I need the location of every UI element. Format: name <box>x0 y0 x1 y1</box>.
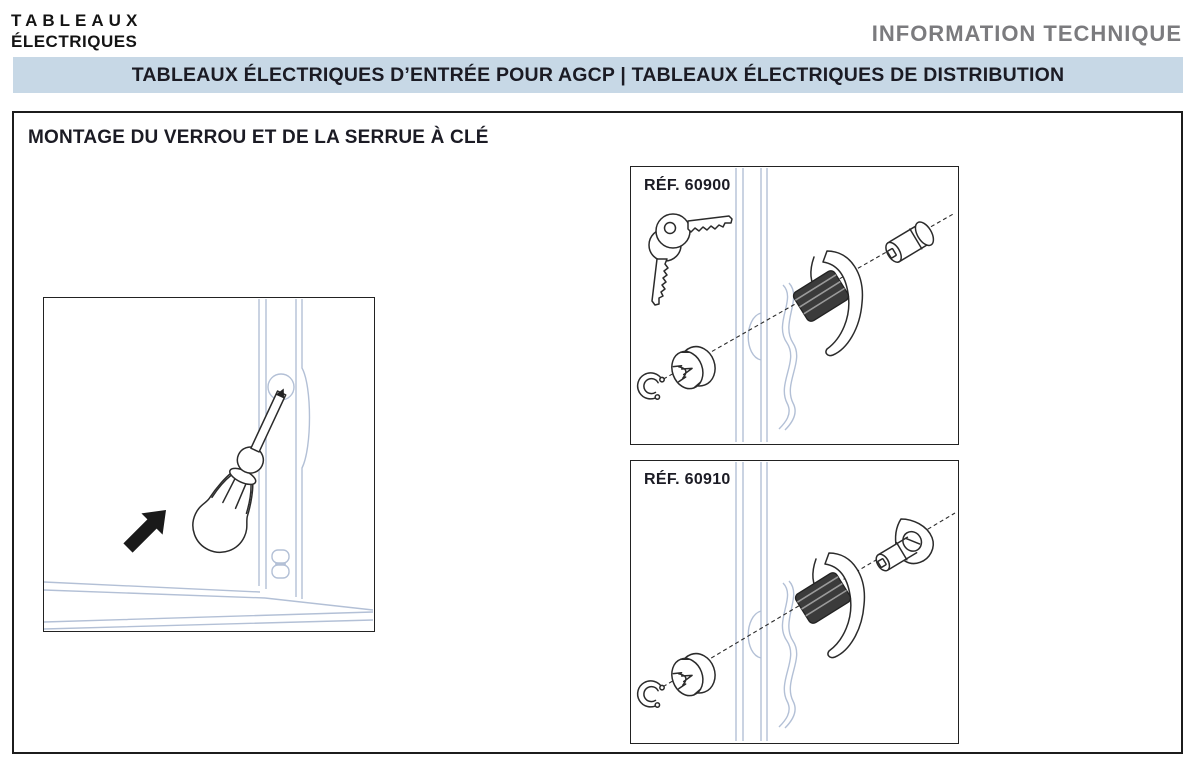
arrow-up-right-icon <box>123 510 166 553</box>
panel-cross-section <box>736 462 797 741</box>
lock-exploded-drawing <box>631 461 957 742</box>
e-clip-icon <box>635 678 665 709</box>
key-icon <box>649 214 732 305</box>
figure-ref-60900 <box>630 166 959 445</box>
figure-ref-60910 <box>630 460 959 744</box>
screwdriver-icon <box>184 377 308 561</box>
cam-nut-icon <box>666 342 720 394</box>
wing-knob-lock-icon <box>864 510 941 582</box>
panel-frame-lines <box>44 299 373 629</box>
brand-line2: ÉLECTRIQUES <box>11 32 138 51</box>
lock-cylinder-icon <box>882 219 937 267</box>
latch-cam-icon <box>794 553 865 658</box>
edge-clip-profile <box>272 550 289 578</box>
figure-corner-install <box>43 297 375 632</box>
panel-cross-section <box>736 168 797 442</box>
latch-cam-icon <box>792 251 863 356</box>
gasket-wave <box>779 583 791 727</box>
figure-label: RÉF. 60910 <box>644 471 731 488</box>
page-title: MONTAGE DU VERROU ET DE LA SERRUE À CLÉ <box>28 127 489 148</box>
brand-line1: TABLEAUX <box>11 11 143 30</box>
gasket-wave <box>779 285 791 429</box>
doc-type-heading: INFORMATION TECHNIQUE <box>871 21 1182 46</box>
section-banner <box>13 57 1183 93</box>
e-clip-icon <box>635 370 665 401</box>
cam-nut-icon <box>666 649 720 701</box>
banner-text: TABLEAUX ÉLECTRIQUES D’ENTRÉE POUR AGCP | TABLEAUX ÉLECTRIQUES DE DISTRIBUTION <box>131 63 1065 86</box>
brand-logo <box>11 10 142 52</box>
lock-exploded-drawing <box>631 167 957 443</box>
corner-install-drawing <box>44 298 373 630</box>
figure-label: RÉF. 60900 <box>644 177 731 194</box>
